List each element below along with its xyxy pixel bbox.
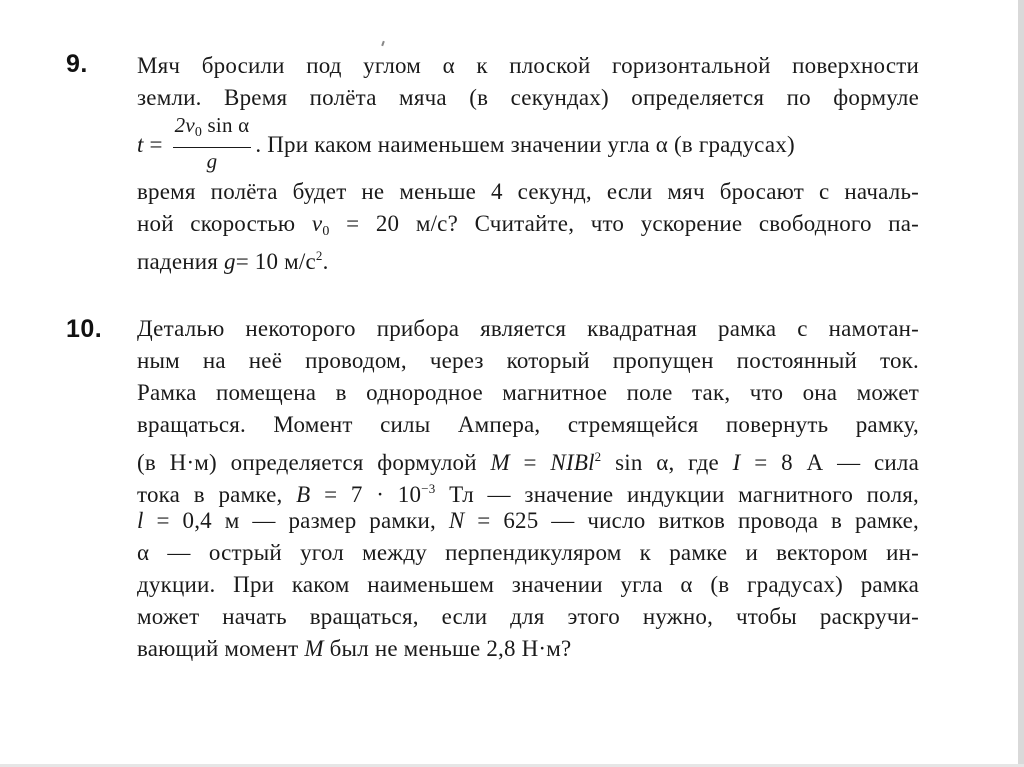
- text-line: (в Н·м) определяется формулой M = NIBl$^2$ sin α, где I = 8 А — сила: [137, 449, 919, 475]
- problem-number: 10.: [66, 315, 103, 343]
- formula-lhs: t: [137, 132, 144, 157]
- text-line: Мяч бросили под углом α к плоской горизонтальной поверхности: [137, 53, 919, 78]
- text-line: ной скоростью $v_0 = 20$ м/с? Считайте, что ускорение свободного па-: [137, 211, 920, 239]
- text-line: l = 0,4 м — размер рамки, N = 625 — число витков провода в рамке,: [137, 508, 919, 533]
- text-line: падения g= 10 $м/с^2$.: [137, 248, 329, 274]
- text-line: время полёта будет не меньше 4 секунд, если мяч бросают с началь-: [137, 179, 919, 204]
- formula-fraction: [173, 113, 252, 174]
- scan-mark: [381, 41, 385, 46]
- text-line: дукции. При каком наименьшем значении угла α (в градусах) рамка: [137, 572, 919, 597]
- text-line: тока в рамке, $B = 7 \cdot 10^{-3}$ Тл — значение индукции магнитного поля,: [137, 481, 919, 507]
- text-line: ным на неё проводом, через который пропущен постоянный ток.: [137, 348, 919, 373]
- text-line: вающий момент M был не меньше 2,8 Н·м?: [137, 636, 572, 661]
- page-border-right: [1018, 0, 1024, 767]
- formula-denominator: g: [206, 149, 218, 174]
- problem-text: [137, 313, 919, 665]
- formula-line: [137, 114, 919, 176]
- formula-tail: . При каком наименьшем значении угла α (в градусах): [255, 132, 795, 157]
- problem-text: [137, 50, 919, 272]
- text-line: вращаться. Момент силы Ампера, стремящейся повернуть рамку,: [137, 412, 919, 437]
- formula-eq: =: [149, 132, 163, 157]
- problem-number: 9.: [66, 50, 88, 78]
- text-line: Рамка помещена в однородное магнитное поле так, что она может: [137, 380, 919, 405]
- text-line: α — острый угол между перпендикуляром к рамке и вектором ин-: [137, 540, 919, 565]
- text-line: может начать вращаться, если для этого нужно, чтобы раскручи-: [137, 604, 919, 629]
- text-line: Деталью некоторого прибора является квадратная рамка с намотан-: [137, 316, 919, 341]
- formula-numerator: $2v_0$ sin α: [173, 113, 252, 148]
- text-line: земли. Время полёта мяча (в секундах) определяется по формуле: [137, 85, 919, 110]
